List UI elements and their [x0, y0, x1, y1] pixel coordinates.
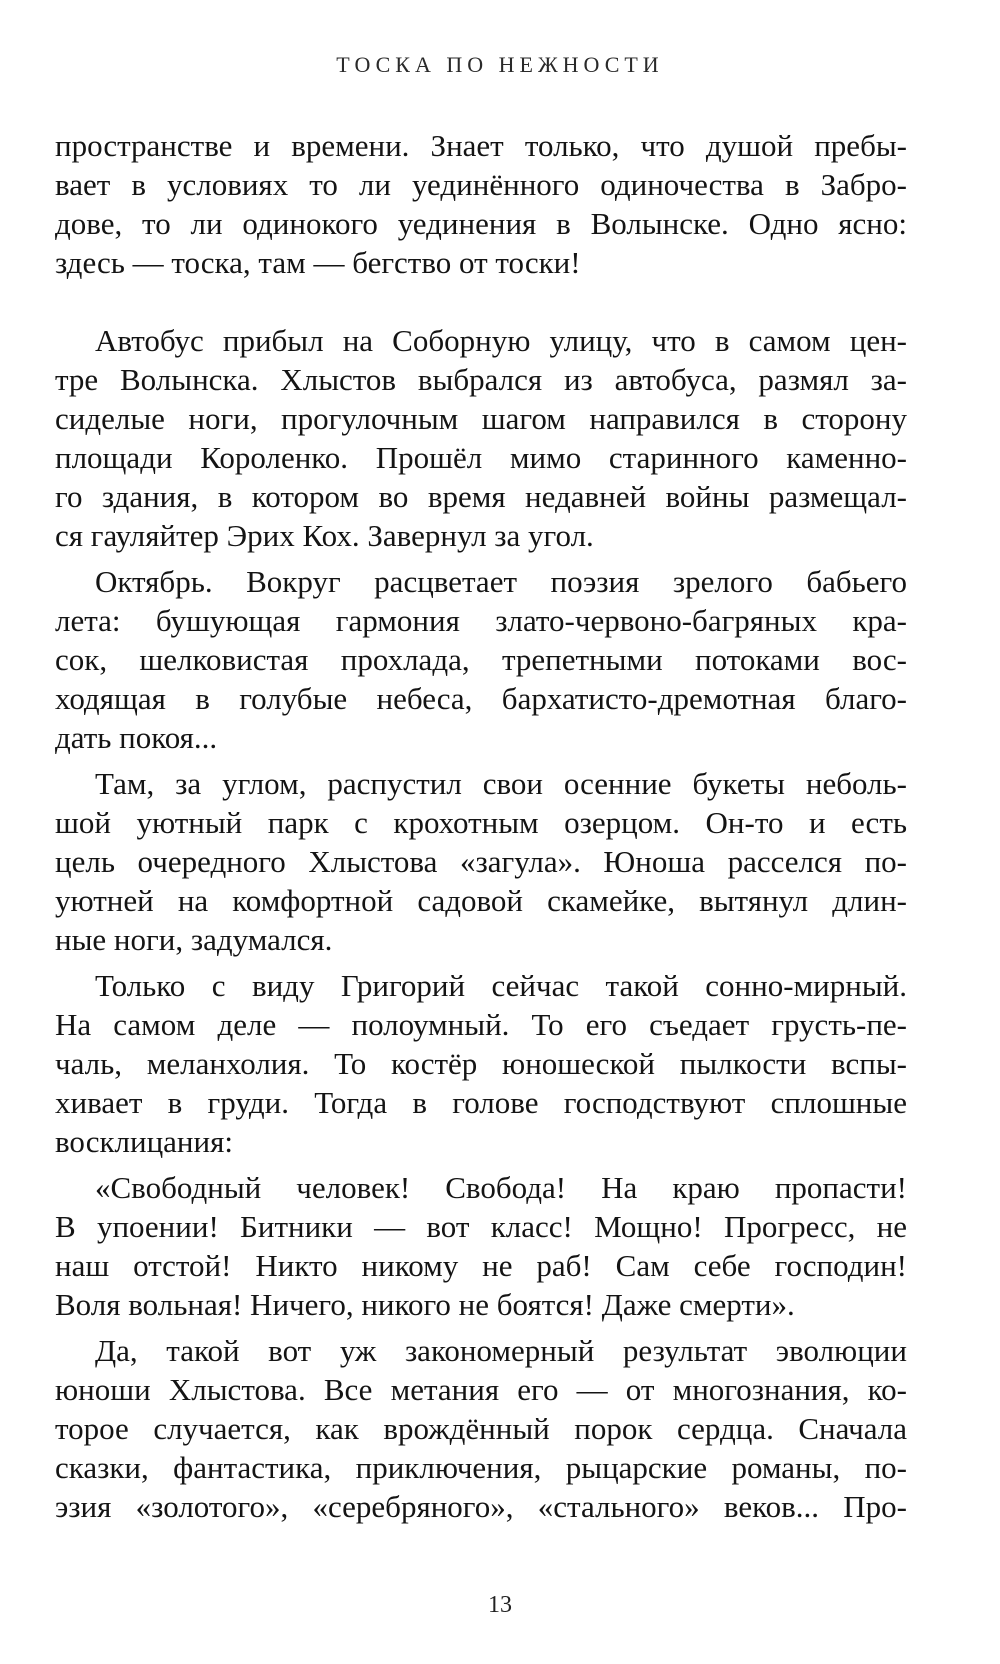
text-line: наш отстой! Никто никому не раб! Сам себе господин! [55, 1248, 907, 1283]
text-line: пространстве и времени. Знает только, что душой пребы- [55, 128, 907, 163]
text-line: Там, за углом, распустил свои осенние букеты неболь- [95, 766, 907, 801]
text-line: го здания, в котором во время недавней войны размещал- [55, 479, 907, 514]
text-line: чаль, меланхолия. То костёр юношеской пылкости вспы- [55, 1046, 907, 1081]
body-text [55, 126, 907, 1526]
paragraph [55, 321, 907, 555]
text-line: тре Волынска. Хлыстов выбрался из автобуса, размял за- [55, 362, 907, 397]
text-line: сиделые ноги, прогулочным шагом направился в сторону [55, 401, 907, 436]
text-line: эзия «золотого», «серебряного», «стального» веков... Про- [55, 1489, 907, 1524]
text-line: Октябрь. Вокруг расцветает поэзия зрелого бабьего [95, 564, 907, 599]
text-line: «Свободный человек! Свобода! На краю пропасти! [95, 1170, 907, 1205]
text-line: ся гауляйтер Эрих Кох. Завернул за угол. [55, 518, 594, 553]
text-line: дать покоя... [55, 720, 218, 755]
page-number: 13 [488, 1592, 512, 1618]
text-line: ходящая в голубые небеса, бархатисто-дремотная благо- [55, 681, 907, 716]
text-line: Да, такой вот уж закономерный результат эволюции [95, 1333, 907, 1368]
text-line: юноши Хлыстова. Все метания его — от многознания, ко- [55, 1372, 907, 1407]
section-break [55, 282, 907, 321]
text-line: вает в условиях то ли уединённого одиночества в Забро- [55, 167, 907, 202]
text-line: уютней на комфортной садовой скамейке, вытянул длин- [55, 883, 907, 918]
text-line: торое случается, как врождённый порок сердца. Сначала [55, 1411, 907, 1446]
text-line: здесь — тоска, там — бегство от тоски! [55, 245, 581, 280]
text-line: дове, то ли одинокого уединения в Волынске. Одно ясно: [55, 206, 907, 241]
text-line: В упоении! Битники — вот класс! Мощно! Прогресс, не [55, 1209, 907, 1244]
text-line: Только с виду Григорий сейчас такой сонно-мирный. [95, 968, 907, 1003]
text-line: площади Короленко. Прошёл мимо старинного каменно- [55, 440, 907, 475]
text-line: Воля вольная! Ничего, никого не боятся! Даже смерти». [55, 1287, 795, 1322]
paragraph [55, 966, 907, 1161]
running-title: ТОСКА ПО НЕЖНОСТИ [336, 52, 664, 77]
text-line: цель очередного Хлыстова «загула». Юноша расселся по- [55, 844, 907, 879]
text-line: восклицания: [55, 1124, 233, 1159]
text-line: лета: бушующая гармония злато-червоно-багряных кра- [55, 603, 907, 638]
text-line: хивает в груди. Тогда в голове господствуют сплошные [55, 1085, 907, 1120]
text-line: сок, шелковистая прохлада, трепетными потоками вос- [55, 642, 907, 677]
paragraph [55, 764, 907, 959]
text-line: На самом деле — полоумный. То его съедает грусть-пе- [55, 1007, 907, 1042]
text-line: шой уютный парк с крохотным озерцом. Он-то и есть [55, 805, 907, 840]
text-line: сказки, фантастика, приключения, рыцарские романы, по- [55, 1450, 907, 1485]
text-line: Автобус прибыл на Соборную улицу, что в самом цен- [95, 323, 907, 358]
paragraph [55, 1331, 907, 1526]
paragraph [55, 1168, 907, 1324]
text-line: ные ноги, задумался. [55, 922, 333, 957]
paragraph [55, 126, 907, 282]
paragraph [55, 562, 907, 757]
